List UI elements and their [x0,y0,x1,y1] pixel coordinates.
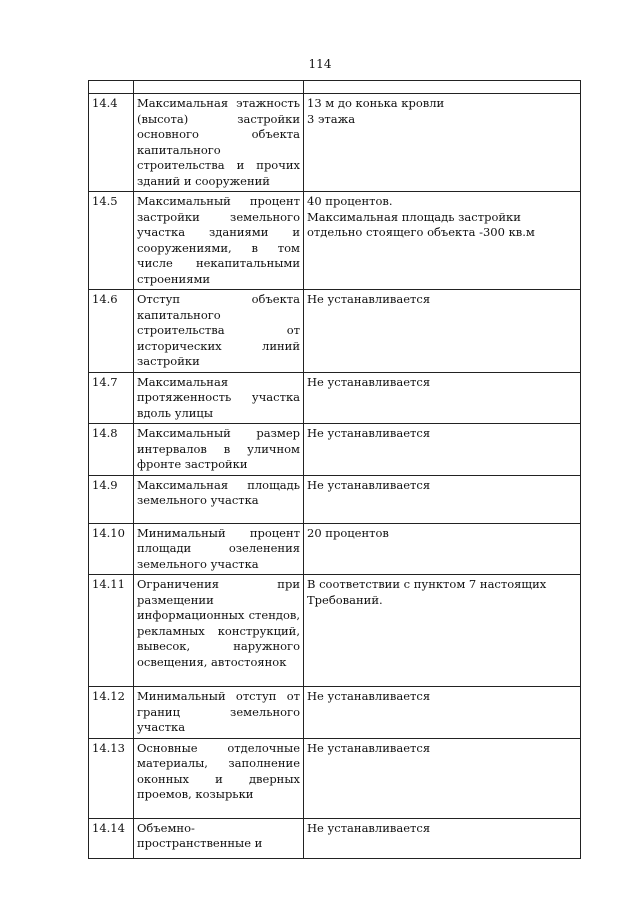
parameter-value [304,523,581,575]
table-row [89,738,581,818]
value-line: 40 процентов. [307,194,393,208]
regulations-table [88,80,581,859]
page-number: 114 [308,57,332,71]
table-row [89,687,581,739]
table-header-row [89,81,581,94]
value-line: Не устанавливается [307,477,431,492]
parameter-value [304,192,581,290]
item-number: 14.8 [89,424,134,476]
parameter-value [304,424,581,476]
table-row [89,818,581,858]
parameter-name: Минимальный процент площади озеленения земельного участка [134,523,304,575]
value-line: Максимальная площадь застройки отдельно стоящего объекта -300 кв.м [307,209,535,239]
value-line: 13 м до конька кровли [307,96,445,110]
table-row [89,192,581,290]
item-number: 14.10 [89,523,134,575]
item-number: 14.12 [89,687,134,739]
table-row [89,575,581,687]
table-row [89,94,581,192]
item-number: 14.11 [89,575,134,687]
value-line: Не устанавливается [307,292,431,306]
value-line: В соответствии с пунктом 7 настоящих Требований. [307,577,547,607]
table-row [89,290,581,373]
value-line: Не устанавливается [307,689,431,703]
value-line: 20 процентов [307,525,389,540]
item-number: 14.4 [89,94,134,192]
parameter-value [304,818,581,858]
parameter-value [304,290,581,373]
value-line: Не устанавливается [307,374,431,389]
table-row [89,523,581,575]
parameter-value [304,575,581,687]
parameter-name: Максимальная этажность (высота) застройки основного объекта капитального строительства и прочих зданий и сооружений [134,94,304,192]
item-number: 14.6 [89,290,134,373]
parameter-value [304,475,581,523]
table-row [89,372,581,424]
parameter-name: Объемно- пространственные и [134,818,304,858]
value-line: Не устанавливается [307,740,431,755]
item-number: 14.5 [89,192,134,290]
value-line: Не устанавливается [307,820,431,835]
item-number: 14.7 [89,372,134,424]
item-number: 14.9 [89,475,134,523]
parameter-name: Максимальная площадь земельного участка [134,475,304,523]
value-line: 3 этажа [307,111,356,126]
table-row [89,475,581,523]
item-number: 14.13 [89,738,134,818]
parameter-name: Максимальная протяженность участка вдоль улицы [134,372,304,424]
value-line: Не устанавливается [307,426,431,440]
table-row [89,424,581,476]
item-number: 14.14 [89,818,134,858]
parameter-name: Минимальный отступ от границ земельного участка [134,687,304,739]
parameter-name: Отступ объекта капитального строительства от исторических линий застройки [134,290,304,373]
parameter-value [304,94,581,192]
parameter-value [304,738,581,818]
parameter-value [304,372,581,424]
parameter-name: Максимальный размер интервалов в уличном фронте застройки [134,424,304,476]
parameter-name: Основные отделочные материалы, заполнение оконных и дверных проемов, козырьки [134,738,304,818]
parameter-value [304,687,581,739]
parameter-name: Ограничения при размещении информационных стендов, рекламных конструкций, вывесок, наружного освещения, автостоянок [134,575,304,687]
parameter-name: Максимальный процент застройки земельного участка зданиями и сооружениями, в том числе некапитальными строениями [134,192,304,290]
